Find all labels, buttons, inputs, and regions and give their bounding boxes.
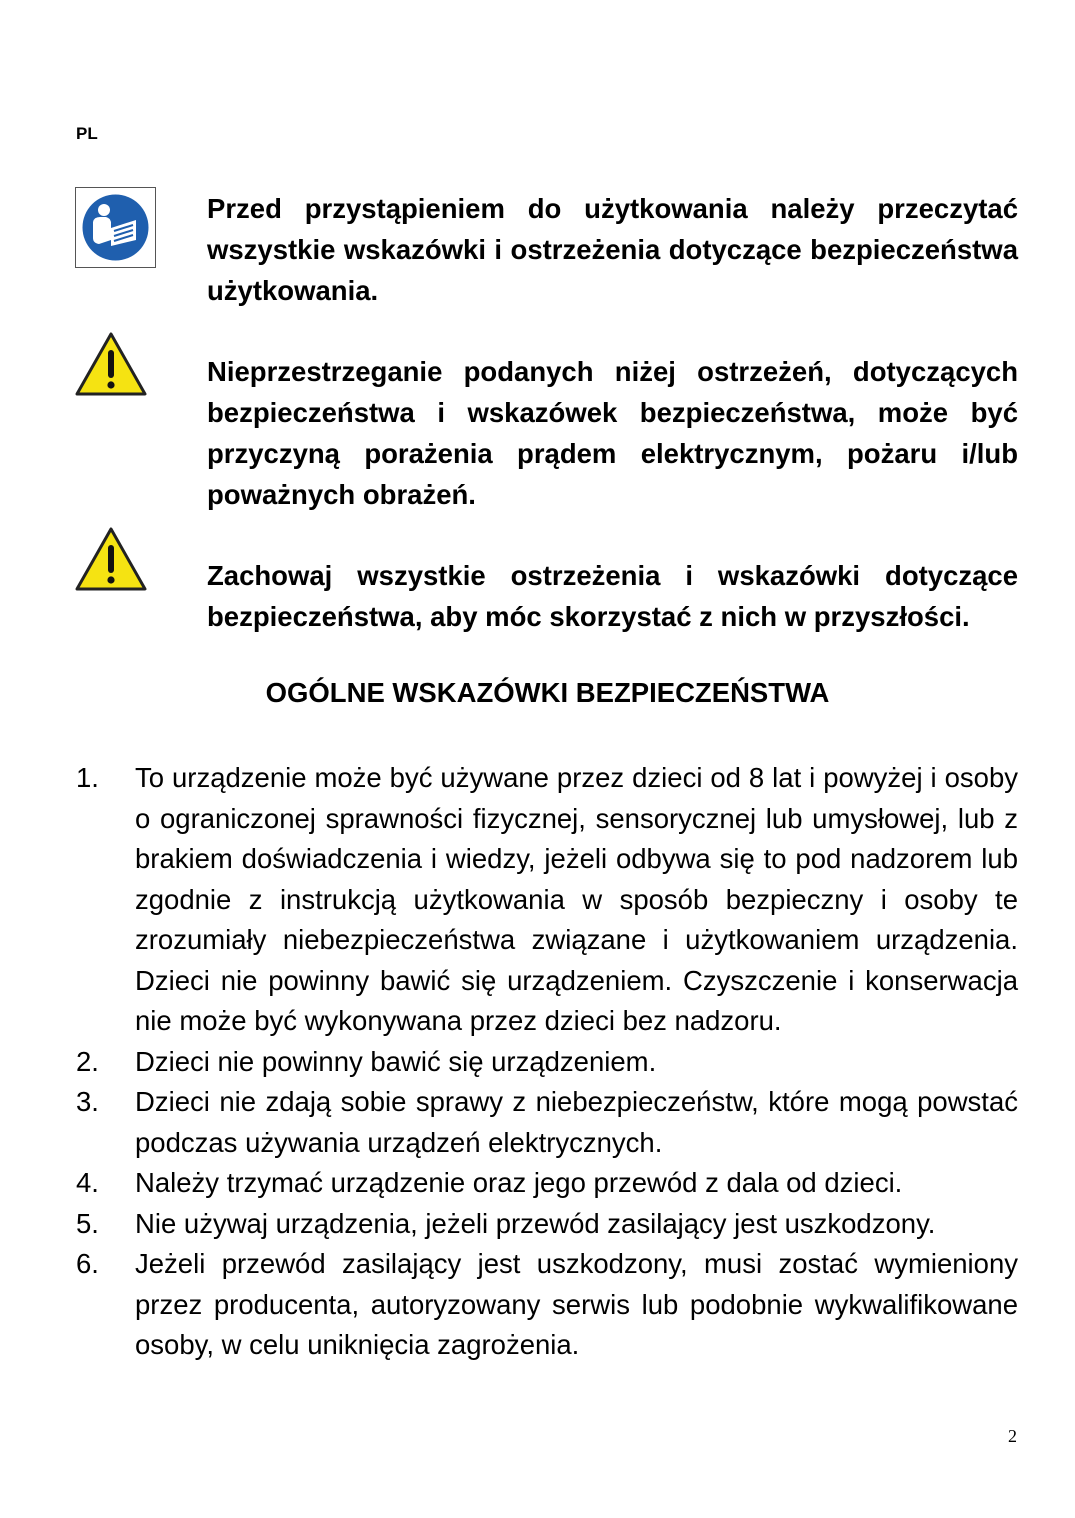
list-item-text: Należy trzymać urządzenie oraz jego przewód z dala od dzieci.: [135, 1167, 903, 1198]
list-item-text: To urządzenie może być używane przez dzieci od 8 lat i powyżej i osoby o ograniczonej sprawności fizycznej, sensorycznej lub umysłowej, lub z brakiem doświadczenia i wiedzy, jeżeli odbywa się to pod nadzorem lub zgodnie z instrukcją użytkowania w sposób bezpieczny i osoby te zrozumiały niebezpieczeństwa związane i użytkowaniem urządzenia. Dzieci nie powinny bawić się urządzeniem. Czyszczenie i konserwacja nie może być wykonywana przez dzieci bez nadzoru.: [135, 762, 1018, 1036]
section-title: OGÓLNE WSKAZÓWKI BEZPIECZEŃSTWA: [265, 677, 830, 708]
list-item-number: 1.: [76, 762, 99, 793]
list-item-number: 4.: [76, 1167, 99, 1198]
list-item-number: 3.: [76, 1086, 99, 1117]
page-number: 2: [1008, 1426, 1017, 1446]
safety-list: [76, 758, 1018, 1366]
warning-consequences: Nieprzestrzeganie podanych niżej ostrzeżeń, dotyczących bezpieczeństwa i wskazówek bezpieczeństwa, może być przyczyną porażenia prądem elektrycznym, pożaru i/lub poważnych obrażeń.: [207, 356, 1018, 510]
list-item-text: Dzieci nie powinny bawić się urządzeniem.: [135, 1045, 657, 1077]
warning-keep-instructions: Zachowaj wszystkie ostrzeżenia i wskazówki dotyczące bezpieczeństwa, aby móc skorzystać z nich w przyszłości.: [207, 560, 1018, 632]
list-item: [76, 758, 1018, 1042]
list-item-text: Nie używaj urządzenia, jeżeli przewód zasilający jest uszkodzony.: [135, 1207, 936, 1239]
list-item-number: 6.: [76, 1248, 99, 1279]
list-item-text: Jeżeli przewód zasilający jest uszkodzony, musi zostać wymieniony przez producenta, autoryzowany serwis lub podobnie wykwalifikowane osoby, w celu uniknięcia zagrożenia.: [135, 1248, 1018, 1360]
language-code: PL: [76, 124, 98, 143]
list-item-number: 5.: [76, 1207, 99, 1239]
list-item-number: 2.: [76, 1045, 99, 1077]
read-manual-icon: [75, 187, 156, 268]
warning-triangle-icon: [74, 331, 148, 397]
list-item: [76, 1042, 1018, 1083]
list-item: [76, 1163, 1018, 1204]
list-item: [76, 1204, 1018, 1245]
list-item-text: Dzieci nie zdają sobie sprawy z niebezpieczeństw, które mogą powstać podczas używania urządzeń elektrycznych.: [135, 1086, 1018, 1158]
warning-read-instructions: Przed przystąpieniem do użytkowania należy przeczytać wszystkie wskazówki i ostrzeżenia dotyczące bezpieczeństwa użytkowania.: [207, 193, 1018, 306]
warning-triangle-icon: [74, 526, 148, 592]
list-item: [76, 1244, 1018, 1366]
list-item: [76, 1082, 1018, 1163]
